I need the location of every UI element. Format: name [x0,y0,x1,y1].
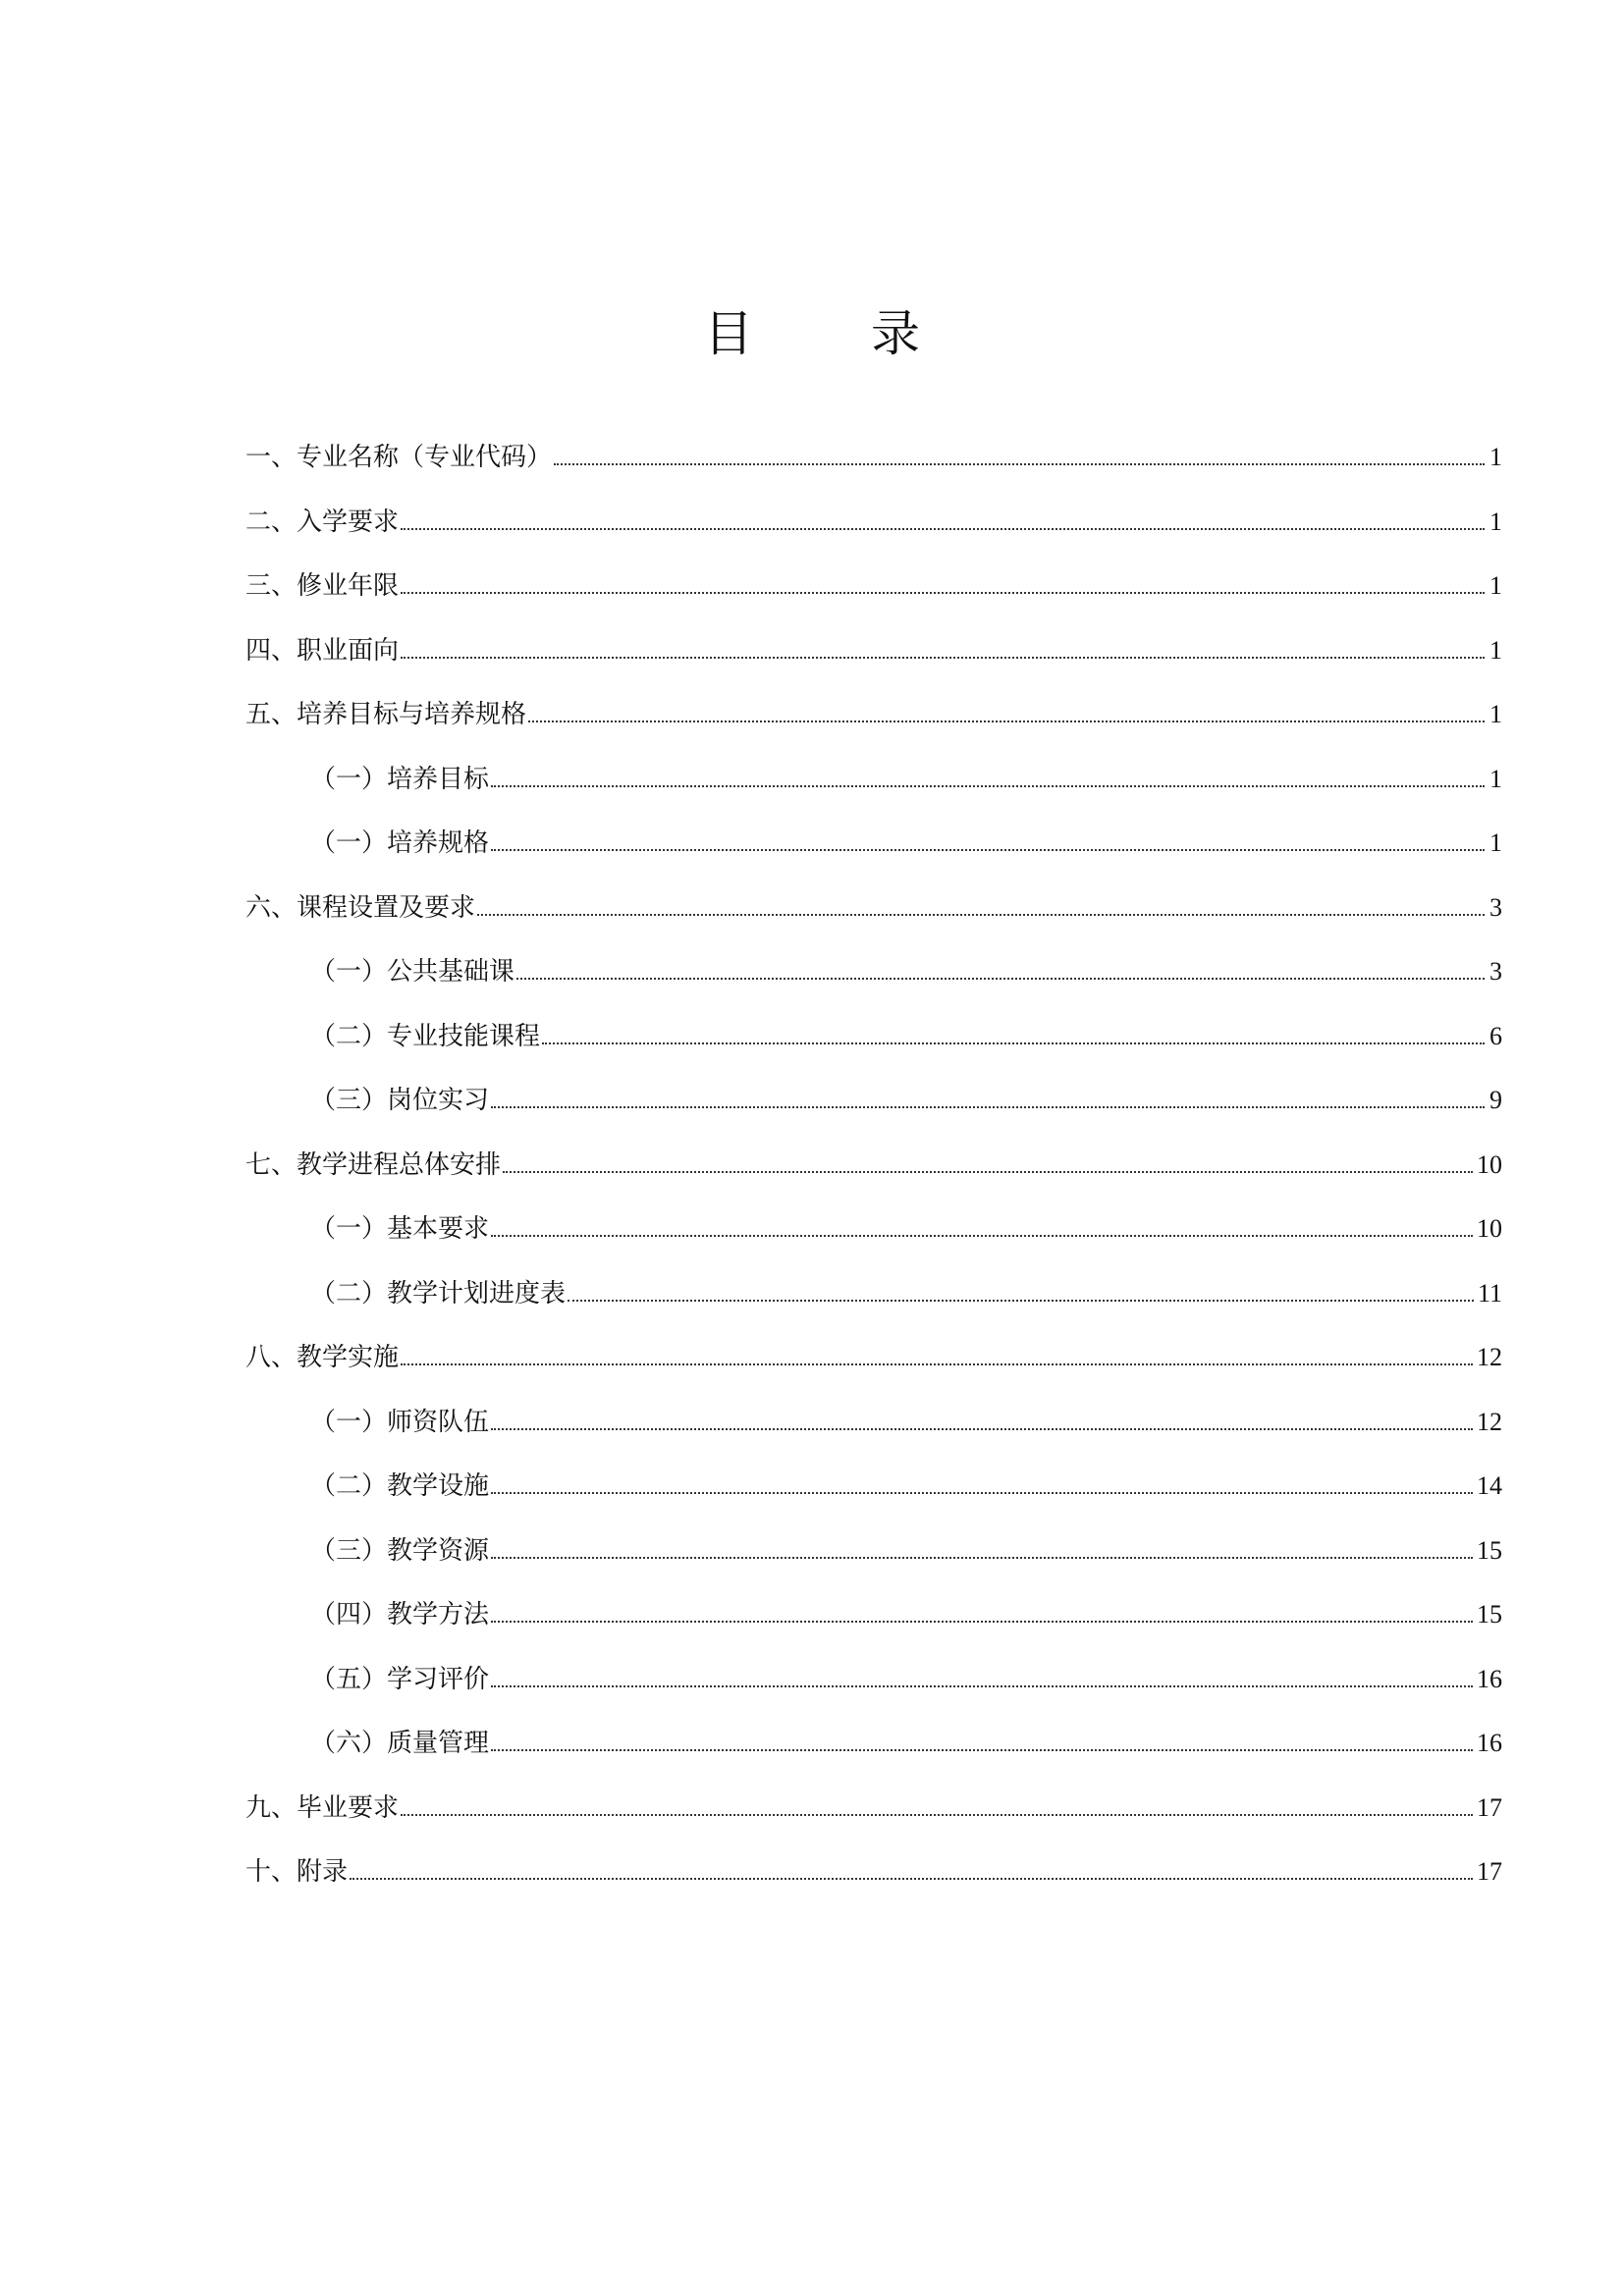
toc-entry-label: 二、入学要求 [245,507,400,537]
toc-entry[interactable] [245,631,1502,696]
toc-entry-page: 10 [1477,1149,1502,1179]
toc-entry-page: 3 [1489,957,1502,986]
toc-dot-leader [491,1492,1473,1494]
toc-entry-label: 三、修业年限 [245,571,400,601]
toc-dot-leader [401,592,1485,594]
toc-entry[interactable] [245,566,1502,631]
toc-entry-page: 1 [1489,507,1502,536]
toc-dot-leader [503,1171,1473,1173]
toc-entry-label: （一）培养目标 [310,764,490,794]
toc-entry[interactable] [245,438,1502,503]
toc-dot-leader [401,657,1485,659]
toc-dot-leader [350,1878,1473,1880]
toc-entry-page: 12 [1477,1343,1502,1371]
toc-entry-label: （三）岗位实习 [310,1086,490,1115]
toc-entry[interactable] [245,888,1502,953]
toc-entry-label: 六、课程设置及要求 [245,892,476,923]
toc-entry-page: 1 [1489,571,1502,600]
toc-entry[interactable] [245,952,1502,1017]
toc-dot-leader [491,1106,1485,1108]
toc-dot-leader [516,978,1485,980]
toc-dot-leader [491,1749,1473,1751]
toc-entry[interactable] [245,1467,1502,1531]
toc-entry-page: 16 [1477,1729,1502,1757]
toc-entry[interactable] [245,1595,1502,1660]
toc-entry[interactable] [245,1531,1502,1596]
toc-entry-page: 1 [1489,764,1502,793]
toc-entry-label: （二）教学设施 [310,1471,490,1501]
toc-entry-page: 6 [1489,1021,1502,1050]
toc-entry-page: 17 [1477,1792,1502,1822]
page-title-char-1: 目 [704,305,754,362]
toc-dot-leader [491,849,1485,851]
toc-entry[interactable] [245,1403,1502,1468]
toc-entry-label: （一）培养规格 [310,828,490,858]
toc-entry-label: 九、毕业要求 [245,1792,400,1823]
toc-entry-page: 10 [1477,1214,1502,1243]
toc-entry-page: 15 [1477,1535,1502,1565]
toc-dot-leader [401,1814,1473,1816]
toc-entry[interactable] [245,760,1502,825]
toc-entry-page: 1 [1489,700,1502,728]
toc-entry[interactable] [245,1146,1502,1210]
toc-dot-leader [401,528,1485,530]
toc-dot-leader [568,1300,1474,1302]
toc-entry[interactable] [245,1724,1502,1789]
toc-entry-page: 15 [1477,1600,1502,1629]
toc-entry[interactable] [245,1017,1502,1082]
toc-entry-page: 1 [1489,443,1502,471]
toc-entry-page: 17 [1477,1857,1502,1886]
toc-entry-label: （二）教学计划进度表 [310,1278,567,1308]
toc-entry-page: 1 [1489,828,1502,857]
toc-dot-leader [491,785,1485,787]
toc-entry-page: 12 [1477,1407,1502,1436]
toc-dot-leader [491,1557,1473,1559]
toc-entry[interactable] [245,1209,1502,1274]
toc-entry[interactable] [245,1660,1502,1725]
table-of-contents [245,438,1502,1917]
toc-entry-label: （二）专业技能课程 [310,1021,541,1051]
toc-entry[interactable] [245,1338,1502,1403]
toc-dot-leader [491,1428,1473,1430]
toc-dot-leader [554,463,1485,465]
toc-dot-leader [528,721,1485,722]
toc-dot-leader [491,1235,1473,1237]
toc-entry-label: （三）教学资源 [310,1535,490,1566]
toc-entry[interactable] [245,695,1502,760]
toc-dot-leader [542,1042,1485,1044]
page-title-char-2: 录 [870,305,920,362]
toc-entry-label: 七、教学进程总体安排 [245,1149,502,1180]
toc-entry-label: 四、职业面向 [245,635,400,666]
toc-entry-label: （一）公共基础课 [310,957,515,987]
toc-entry-label: 五、培养目标与培养规格 [245,700,527,729]
toc-entry-label: （一）师资队伍 [310,1407,490,1437]
toc-dot-leader [491,1685,1473,1687]
toc-entry-page: 14 [1477,1471,1502,1500]
toc-entry-page: 11 [1477,1278,1502,1308]
toc-dot-leader [491,1621,1473,1623]
toc-entry[interactable] [245,503,1502,567]
toc-entry[interactable] [245,1081,1502,1146]
toc-entry[interactable] [245,1274,1502,1339]
toc-entry-label: （六）质量管理 [310,1729,490,1758]
toc-dot-leader [477,914,1485,916]
toc-entry[interactable] [245,1852,1502,1917]
toc-entry-label: 一、专业名称（专业代码） [245,443,553,472]
toc-entry-label: 十、附录 [245,1857,349,1887]
toc-entry-label: （四）教学方法 [310,1600,490,1629]
toc-entry-page: 9 [1489,1086,1502,1114]
page-title [0,294,1624,365]
toc-entry[interactable] [245,1789,1502,1853]
toc-entry-label: 八、教学实施 [245,1343,400,1372]
toc-entry-page: 3 [1489,892,1502,922]
toc-entry[interactable] [245,824,1502,888]
toc-dot-leader [401,1363,1473,1365]
toc-entry-page: 1 [1489,635,1502,665]
toc-entry-label: （一）基本要求 [310,1214,490,1244]
toc-entry-label: （五）学习评价 [310,1664,490,1694]
toc-entry-page: 16 [1477,1664,1502,1693]
